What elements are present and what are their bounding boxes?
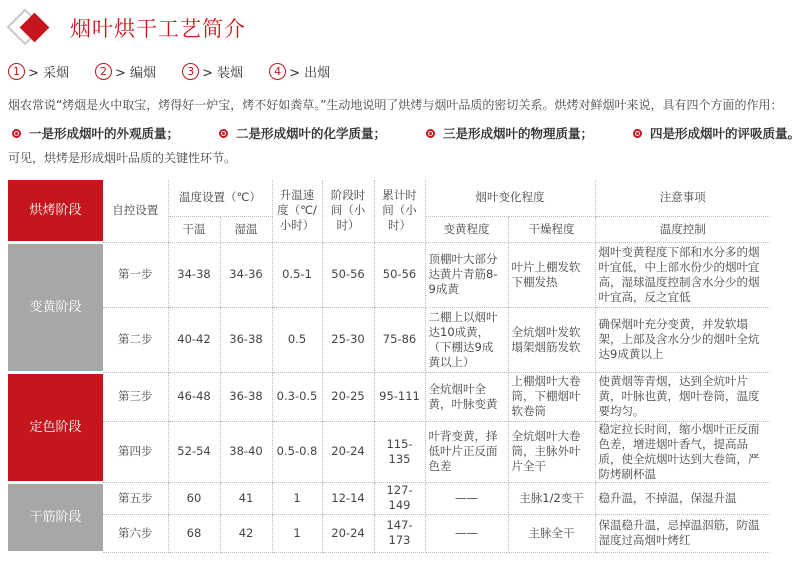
table-row: 定色阶段 第三步 46-48 36-38 0.3-0.5 20-25 95-111 全炕烟叶全黄，叶脉变黄 上棚烟叶大卷筒，下棚烟叶软卷筒 使黄烟等青烟，达到全炕叶片黄，叶脉也黄，烟叶卷筒，温度要均匀。 [8, 372, 770, 421]
header-stage: 烘烤阶段 [8, 180, 103, 242]
header-tempctrl: 温度控制 [595, 216, 770, 242]
step-label: > 采烟 [28, 66, 70, 81]
step-number: 2 [95, 63, 112, 80]
header-change: 烟叶变化程度 [425, 180, 595, 216]
point-item: 一是形成烟叶的外观质量； [12, 124, 179, 142]
stage-yellowing: 变黄阶段 [8, 242, 103, 372]
header-yellow: 变黄程度 [425, 216, 508, 242]
header-wet: 湿温 [220, 216, 272, 242]
step-1 [8, 62, 69, 81]
header-temp: 温度设置（℃） [168, 180, 272, 216]
step-2 [95, 62, 156, 81]
intro-text: 烟农常说“烤烟是火中取宝，烤得好一炉宝，烤不好如粪草。”生动地说明了烘烤与烟叶品质的密切关系。烘烤对鲜烟叶来说，具有四个方面的作用： [8, 98, 783, 112]
point-item: 二是形成烟叶的化学质量； [219, 124, 386, 142]
stage-fixing: 定色阶段 [8, 372, 103, 482]
step-label: > 出烟 [289, 66, 331, 81]
step-label: > 编烟 [115, 66, 157, 81]
table-row: 变黄阶段 第一步 34-38 34-36 0.5-1 50-56 50-56 顶棚叶大部分达黄片青筋8-9成黄 叶片上棚发软下棚发热 烟叶变黄程度下部和水分多的烟叶宜低，中上部水份少的烟叶宜高，湿球温度控制含水分少的烟叶宜高，反之宜低 [8, 242, 770, 307]
table-row: 第二步 40-42 36-38 0.5 25-30 75-86 二棚上以烟叶达10成黄，（下棚达9成黄以上） 全炕烟叶发软塌架烟筋发软 确保烟叶充分变黄，并发软塌架，上部及含水分少的烟叶全炕达9成黄以上 [8, 307, 770, 372]
header-drydeg: 干燥程度 [508, 216, 595, 242]
step-number: 3 [182, 63, 199, 80]
table-row: 第六步 68 42 1 20-24 147-173 —— 主脉全干 保温稳升温，忌掉温泅筋，防温湿度过高烟叶烤红 [8, 514, 770, 552]
header-cumulative: 累计时间（小时） [374, 180, 425, 242]
diamond-logo-icon [10, 8, 54, 48]
header-dry: 干温 [168, 216, 220, 242]
table-header-row [8, 180, 770, 216]
bullet-icon [219, 129, 228, 138]
table-row: 干筋阶段 第五步 60 41 1 12-14 127-149 —— 主脉1/2变干 稳升温，不掉温，保湿升温 [8, 482, 770, 514]
header-notes: 注意事项 [595, 180, 770, 216]
header-duration: 阶段时间（小时） [322, 180, 374, 242]
curing-process-table [8, 180, 770, 554]
bullet-icon [12, 129, 21, 138]
step-3 [182, 62, 243, 81]
header-control: 自控设置 [103, 180, 168, 242]
conclusion-text: 可见，烘烤是形成烟叶品质的关键性环节。 [8, 151, 237, 165]
step-label: > 装烟 [202, 66, 244, 81]
header [10, 8, 246, 48]
function-points [12, 124, 800, 142]
stage-stem-drying: 干筋阶段 [8, 482, 103, 552]
step-4 [269, 62, 330, 81]
table-row: 第四步 52-54 38-40 0.5-0.8 20-24 115-135 叶背变黄，择低叶片正反面色差 全炕烟叶大卷筒，主脉外叶片全干 稳定拉长时间，缩小烟叶正反面色差，增进烟叶香气，提高品质，使全炕烟叶达到大卷筒，严防烤刷杯温 [8, 421, 770, 482]
step-number: 4 [269, 63, 286, 80]
bullet-icon [426, 129, 435, 138]
point-item: 三是形成烟叶的物理质量； [426, 124, 593, 142]
process-steps [8, 62, 356, 81]
header-rate: 升温速度（℃/小时） [272, 180, 322, 242]
point-item: 四是形成烟叶的评吸质量。 [633, 124, 800, 142]
step-number: 1 [8, 63, 25, 80]
bullet-icon [633, 129, 642, 138]
page-title: 烟叶烘干工艺简介 [70, 17, 246, 41]
